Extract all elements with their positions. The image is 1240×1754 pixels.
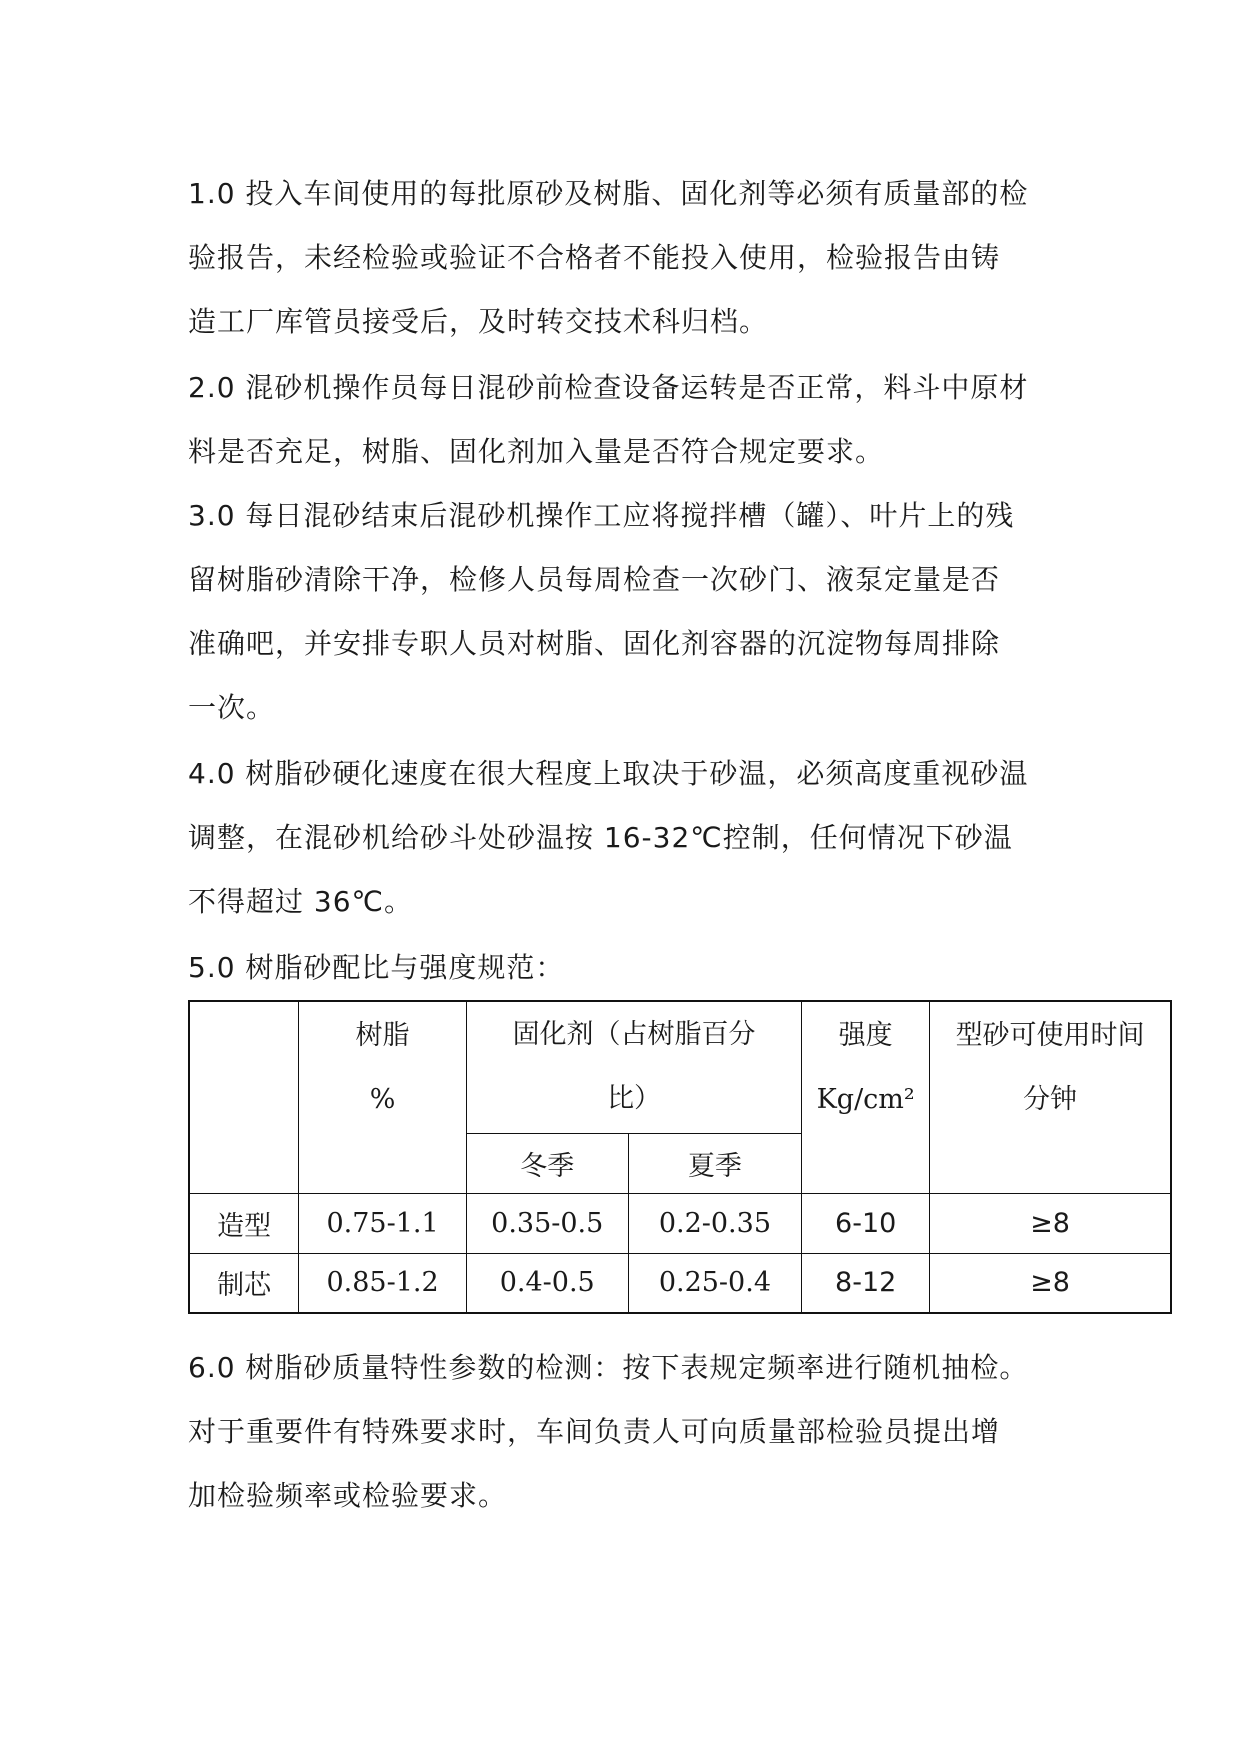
header-hardener: [466, 1001, 801, 1133]
row-name-cell: 造型: [189, 1193, 299, 1253]
table-caption: 5.0 树脂砂配比与强度规范：: [188, 951, 565, 984]
resin-cell: 0.85-1.2: [299, 1253, 467, 1313]
summer-cell: 0.25-0.4: [628, 1253, 802, 1313]
header-usable-time-label: 型砂可使用时间: [955, 1020, 1145, 1051]
paragraph-line: 一次。: [188, 691, 276, 724]
paragraph-line: 加检验频率或检验要求。: [188, 1479, 508, 1512]
resin-cell: 0.75-1.1: [299, 1193, 467, 1253]
paragraph-line: 1.0 投入车间使用的每批原砂及树脂、固化剂等必须有质量部的检: [188, 177, 1029, 210]
table-row: [189, 1193, 1171, 1253]
row-name-cell: 制芯: [189, 1253, 299, 1313]
paragraph-line: 验报告，未经检验或验证不合格者不能投入使用，检验报告由铸: [188, 241, 1001, 274]
header-strength-unit: Kg/cm²: [816, 1084, 915, 1115]
usable-time-cell: ≥8: [930, 1193, 1171, 1253]
paragraph-6: [188, 1336, 1068, 1528]
paragraph-line: 2.0 混砂机操作员每日混砂前检查设备运转是否正常，料斗中原材: [188, 371, 1029, 404]
paragraph-line: 料是否充足，树脂、固化剂加入量是否符合规定要求。: [188, 435, 885, 468]
paragraph-5: [188, 936, 1068, 1000]
paragraph-line: 造工厂库管员接受后，及时转交技术科归档。: [188, 305, 769, 338]
winter-cell: 0.35-0.5: [466, 1193, 628, 1253]
paragraph-line: 留树脂砂清除干净，检修人员每周检查一次砂门、液泵定量是否: [188, 563, 1001, 596]
paragraph-line: 对于重要件有特殊要求时，车间负责人可向质量部检验员提出增: [188, 1415, 1001, 1448]
resin-sand-spec-table: [188, 1000, 1172, 1314]
paragraph-1: [188, 162, 1068, 354]
header-winter: 冬季: [466, 1133, 628, 1193]
header-resin-unit: %: [369, 1084, 396, 1115]
table-row: [189, 1253, 1171, 1313]
paragraph-3: [188, 484, 1068, 740]
table-corner-cell: [189, 1001, 299, 1193]
strength-cell: 8-12: [802, 1253, 930, 1313]
header-hardener-label: 固化剂（占树脂百分: [512, 1019, 756, 1051]
summer-cell: 0.2-0.35: [628, 1193, 802, 1253]
header-strength: [802, 1001, 930, 1193]
header-hardener-label-cont: 比）: [607, 1083, 662, 1115]
paragraph-line: 调整，在混砂机给砂斗处砂温按 16-32℃控制，任何情况下砂温: [188, 821, 1013, 854]
paragraph-line: 4.0 树脂砂硬化速度在很大程度上取决于砂温，必须高度重视砂温: [188, 757, 1029, 790]
header-usable-time: [930, 1001, 1171, 1193]
header-strength-label: 强度: [838, 1020, 893, 1051]
paragraph-line: 不得超过 36℃。: [188, 885, 413, 918]
winter-cell: 0.4-0.5: [466, 1253, 628, 1313]
strength-cell: 6-10: [802, 1193, 930, 1253]
header-resin-label: 树脂: [355, 1020, 410, 1051]
table-header-row: [189, 1001, 1171, 1133]
usable-time-cell: ≥8: [930, 1253, 1171, 1313]
paragraph-line: 3.0 每日混砂结束后混砂机操作工应将搅拌槽（罐）、叶片上的残: [188, 499, 1015, 532]
paragraph-2: [188, 356, 1068, 484]
paragraph-4: [188, 742, 1068, 934]
paragraph-line: 6.0 树脂砂质量特性参数的检测：按下表规定频率进行随机抽检。: [188, 1351, 1029, 1384]
header-resin: [299, 1001, 467, 1193]
header-usable-time-unit: 分钟: [1023, 1084, 1078, 1115]
paragraph-line: 准确吧，并安排专职人员对树脂、固化剂容器的沉淀物每周排除: [188, 627, 1001, 660]
header-summer: 夏季: [628, 1133, 802, 1193]
